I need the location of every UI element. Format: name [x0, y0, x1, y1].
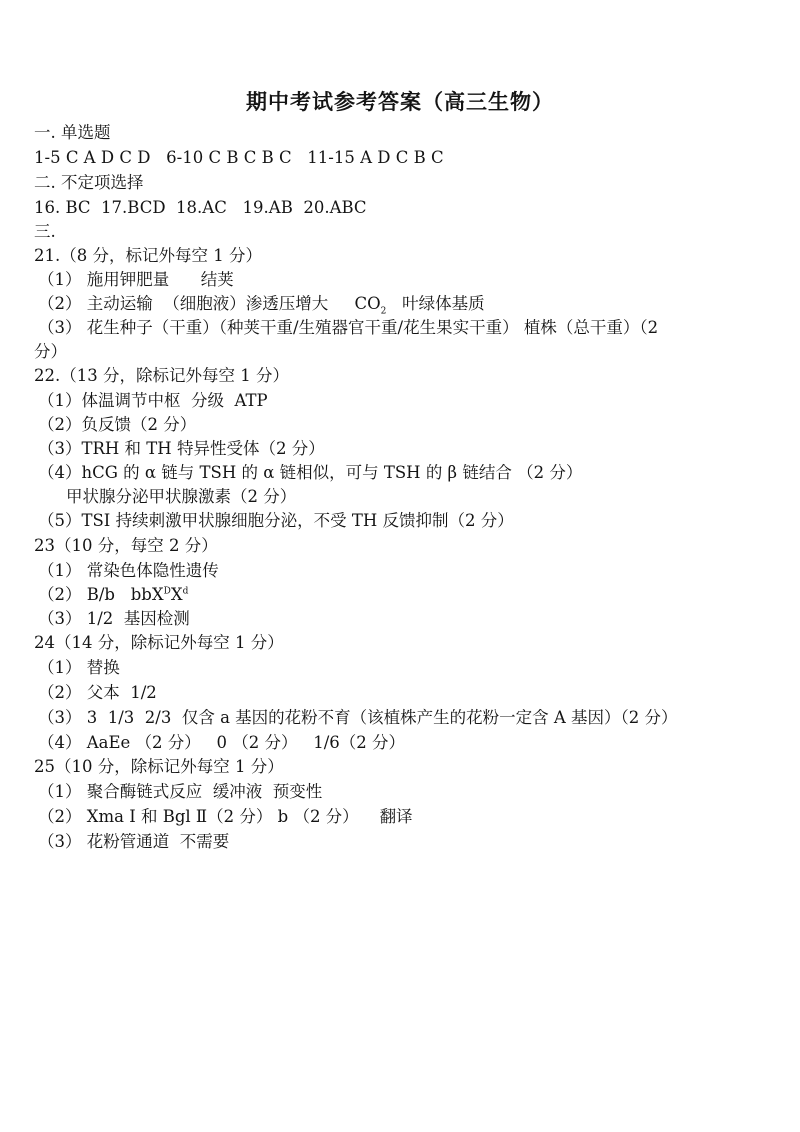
q21-answer-1: （1） 施用钾肥量 结荚: [38, 270, 234, 289]
genotype-superscript-2: d: [182, 586, 189, 597]
section-heading-single-choice: 一. 单选题: [34, 123, 111, 142]
q21-answer-2-tail: 叶绿体基质: [386, 294, 485, 313]
q25-header: 25（10 分，除标记外每空 1 分）: [34, 757, 284, 776]
q21-header: 21.（8 分，标记外每空 1 分）: [34, 246, 262, 265]
genotype-x: X: [170, 585, 183, 604]
q23-answer-1: （1） 常染色体隐性遗传: [38, 561, 219, 580]
q22-answer-1: （1）体温调节中枢 分级 ATP: [38, 391, 268, 410]
section-heading-three: 三.: [34, 222, 56, 241]
q22-answer-4: （4）hCG 的 α 链与 TSH 的 α 链相似，可与 TSH 的 β 链结合 （2 分）: [38, 463, 583, 482]
q24-answer-2: （2） 父本 1/2: [38, 683, 157, 702]
co2-subscript: 2: [380, 306, 387, 317]
q24-answer-4: （4） AaEe （2 分） 0 （2 分） 1/6（2 分）: [38, 733, 406, 752]
section-heading-multi-choice: 二. 不定项选择: [34, 173, 144, 192]
q25-answer-3: （3） 花粉管通道 不需要: [38, 832, 230, 851]
multi-choice-answers: 16. BC 17.BCD 18.AC 19.AB 20.ABC: [34, 198, 367, 217]
q22-answer-2: （2）负反馈（2 分）: [38, 415, 197, 434]
q22-header: 22.（13 分，除标记外每空 1 分）: [34, 366, 289, 385]
q22-answer-3: （3）TRH 和 TH 特异性受体（2 分）: [38, 439, 325, 458]
page-title: 期中考试参考答案（高三生物）: [246, 90, 554, 114]
q22-answer-4-continued: 甲状腺分泌甲状腺激素（2 分）: [66, 487, 297, 506]
q24-header: 24（14 分，除标记外每空 1 分）: [34, 633, 284, 652]
q22-answer-5: （5）TSI 持续刺激甲状腺细胞分泌，不受 TH 反馈抑制（2 分）: [38, 511, 514, 530]
q23-answer-2-text: （2） B/b bbX: [38, 585, 164, 604]
q24-answer-3: （3） 3 1/3 2/3 仅含 a 基因的花粉不育（该植株产生的花粉一定含 A 基因）（2 分）: [38, 708, 678, 727]
q24-answer-1: （1） 替换: [38, 658, 120, 677]
q21-answer-3-continued: 分）: [34, 342, 67, 361]
q25-answer-2: （2） Xma Ⅰ 和 Bgl Ⅱ（2 分） b （2 分） 翻译: [38, 807, 413, 826]
q23-answer-3: （3） 1/2 基因检测: [38, 609, 190, 628]
genotype-superscript-1: D: [163, 586, 171, 597]
q23-answer-2: [38, 583, 188, 607]
q21-answer-2-text: （2） 主动运输 （细胞液）渗透压增大 CO: [38, 294, 381, 313]
single-choice-answers: 1-5 C A D C D 6-10 C B C B C 11-15 A D C B C: [34, 148, 444, 167]
q21-answer-3: （3） 花生种子（干重）（种荚干重/生殖器官干重/花生果实干重） 植株（总干重）（2: [38, 318, 659, 337]
q25-answer-1: （1） 聚合酶链式反应 缓冲液 预变性: [38, 782, 323, 801]
q23-header: 23（10 分，每空 2 分）: [34, 536, 218, 555]
q21-answer-2: [38, 292, 485, 316]
